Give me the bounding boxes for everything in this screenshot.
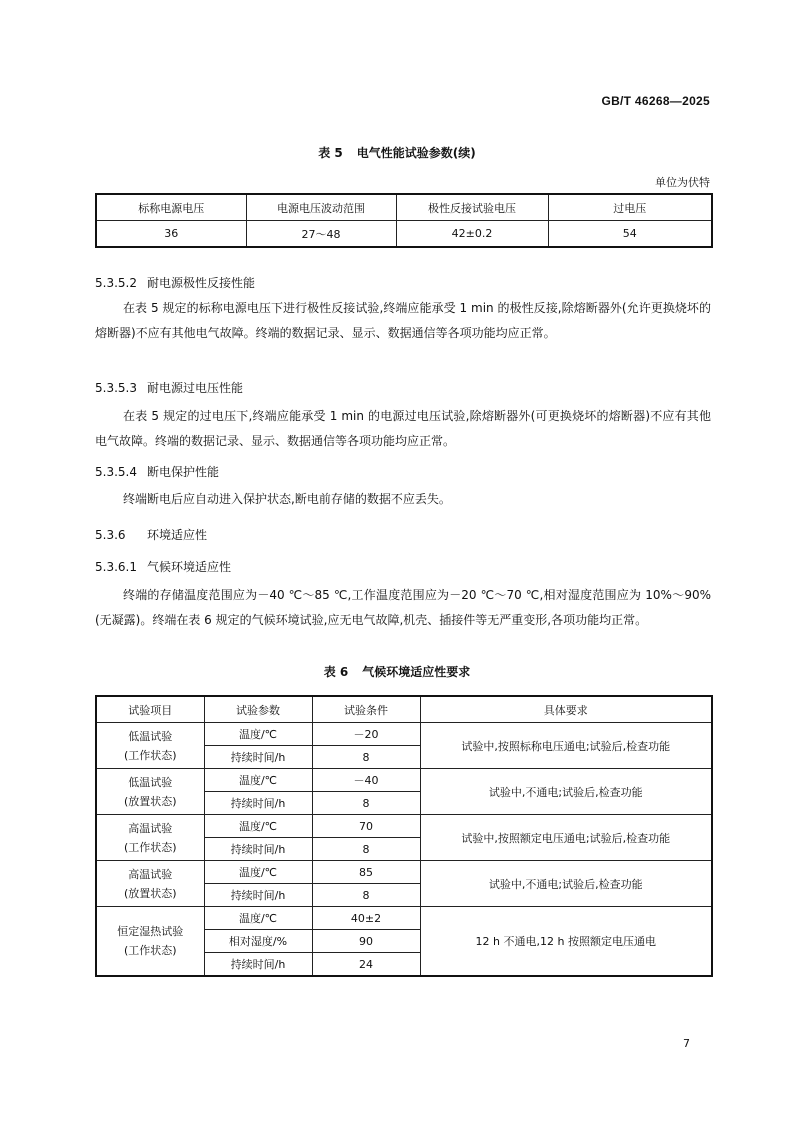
test-item-name: 低温试验 bbox=[128, 729, 173, 743]
test-item-name: 高温试验 bbox=[128, 867, 173, 881]
param-name-cell: 温度/℃ bbox=[204, 769, 312, 792]
test-item-state: (放置状态) bbox=[123, 886, 177, 900]
section-paragraph: 终端断电后应自动进入保护状态,断电前存储的数据不应丢失。 bbox=[123, 492, 451, 506]
section-heading-5-3-5-3 bbox=[95, 379, 243, 396]
section-paragraph: 终端的存储温度范围应为－40 ℃～85 ℃,工作温度范围应为－20 ℃～70 ℃,相对湿度范围应为 10%～90%(无凝露)。终端在表 6 规定的气候环境试验,应无电气故障,机壳、插接件等无严重变形,各项功能均正常。 bbox=[95, 588, 711, 627]
section-title: 环境适应性 bbox=[147, 528, 208, 542]
param-name-cell: 温度/℃ bbox=[204, 907, 312, 930]
table-header-cell: 电源电压波动范围 bbox=[246, 194, 396, 221]
table6-caption bbox=[0, 663, 794, 680]
table-header-cell: 过电压 bbox=[548, 194, 712, 221]
test-item-cell bbox=[96, 769, 204, 815]
test-item-name: 高温试验 bbox=[128, 821, 173, 835]
section-number: 5.3.6 bbox=[95, 528, 126, 542]
table-row bbox=[96, 907, 712, 930]
table5-caption-number: 表 5 bbox=[318, 146, 343, 160]
param-value-cell: 8 bbox=[312, 792, 420, 815]
param-value-cell: 24 bbox=[312, 953, 420, 977]
table5 bbox=[95, 193, 713, 248]
param-value-cell: 8 bbox=[312, 746, 420, 769]
table-row bbox=[96, 221, 712, 248]
section-heading-5-3-5-2 bbox=[95, 274, 255, 291]
param-value-cell: 40±2 bbox=[312, 907, 420, 930]
section-heading-5-3-6-1 bbox=[95, 558, 231, 575]
section-title: 耐电源极性反接性能 bbox=[147, 276, 256, 290]
table5-caption-title: 电气性能试验参数(续) bbox=[356, 146, 476, 160]
section-heading-5-3-6 bbox=[95, 526, 207, 543]
table-header-row bbox=[96, 194, 712, 221]
param-name-cell: 持续时间/h bbox=[204, 792, 312, 815]
param-value-cell: 90 bbox=[312, 930, 420, 953]
table-row bbox=[96, 723, 712, 746]
section-paragraph: 在表 5 规定的过电压下,终端应能承受 1 min 的电源过电压试验,除熔断器外(可更换烧坏的熔断器)不应有其他电气故障。终端的数据记录、显示、数据通信等各项功能均应正常。 bbox=[95, 409, 711, 448]
page-number: 7 bbox=[683, 1037, 690, 1050]
param-value-cell: 70 bbox=[312, 815, 420, 838]
table-header-cell: 试验条件 bbox=[312, 696, 420, 723]
section-title: 断电保护性能 bbox=[147, 465, 220, 479]
section-number: 5.3.6.1 bbox=[95, 560, 137, 574]
table6-caption-title: 气候环境适应性要求 bbox=[362, 665, 471, 679]
section-title: 气候环境适应性 bbox=[147, 560, 232, 574]
section-heading-5-3-5-4 bbox=[95, 463, 219, 480]
param-name-cell: 温度/℃ bbox=[204, 861, 312, 884]
param-value-cell: 8 bbox=[312, 838, 420, 861]
table-header-cell: 试验项目 bbox=[96, 696, 204, 723]
test-item-cell bbox=[96, 907, 204, 977]
test-item-cell bbox=[96, 815, 204, 861]
test-item-state: (工作状态) bbox=[123, 748, 177, 762]
param-name-cell: 持续时间/h bbox=[204, 746, 312, 769]
table-row bbox=[96, 769, 712, 792]
requirement-cell: 试验中,按照标称电压通电;试验后,检查功能 bbox=[420, 723, 712, 769]
test-item-state: (工作状态) bbox=[123, 944, 177, 957]
table-header-cell: 极性反接试验电压 bbox=[396, 194, 548, 221]
table6 bbox=[95, 695, 713, 977]
section-number: 5.3.5.4 bbox=[95, 465, 137, 479]
param-name-cell: 温度/℃ bbox=[204, 815, 312, 838]
section-title: 耐电源过电压性能 bbox=[147, 381, 244, 395]
table-header-row bbox=[96, 696, 712, 723]
requirement-cell: 12 h 不通电,12 h 按照额定电压通电 bbox=[420, 907, 712, 977]
table5-caption bbox=[0, 144, 794, 161]
table-row bbox=[96, 861, 712, 884]
test-item-name: 恒定湿热试验 bbox=[117, 925, 184, 938]
test-item-name: 低温试验 bbox=[128, 775, 173, 789]
param-name-cell: 持续时间/h bbox=[204, 884, 312, 907]
requirement-cell: 试验中,不通电;试验后,检查功能 bbox=[420, 769, 712, 815]
table-cell: 27～48 bbox=[246, 221, 396, 248]
test-item-cell bbox=[96, 723, 204, 769]
param-name-cell: 温度/℃ bbox=[204, 723, 312, 746]
requirement-cell: 试验中,不通电;试验后,检查功能 bbox=[420, 861, 712, 907]
standard-number: GB/T 46268—2025 bbox=[601, 94, 710, 108]
table-header-cell: 具体要求 bbox=[420, 696, 712, 723]
param-value-cell: －20 bbox=[312, 723, 420, 746]
param-value-cell: 8 bbox=[312, 884, 420, 907]
table-cell: 36 bbox=[96, 221, 246, 248]
table-cell: 42±0.2 bbox=[396, 221, 548, 248]
test-item-cell bbox=[96, 861, 204, 907]
requirement-cell: 试验中,按照额定电压通电;试验后,检查功能 bbox=[420, 815, 712, 861]
section-paragraph: 在表 5 规定的标称电源电压下进行极性反接试验,终端应能承受 1 min 的极性反接,除熔断器外(允许更换烧坏的熔断器)不应有其他电气故障。终端的数据记录、显示、数据通信等各项功能均应正常。 bbox=[95, 301, 711, 340]
table-cell: 54 bbox=[548, 221, 712, 248]
param-name-cell: 持续时间/h bbox=[204, 953, 312, 977]
table6-caption-number: 表 6 bbox=[323, 665, 349, 679]
test-item-state: (工作状态) bbox=[123, 840, 177, 854]
table5-unit-note: 单位为伏特 bbox=[655, 176, 710, 189]
param-value-cell: 85 bbox=[312, 861, 420, 884]
param-value-cell: －40 bbox=[312, 769, 420, 792]
table-header-cell: 试验参数 bbox=[204, 696, 312, 723]
param-name-cell: 持续时间/h bbox=[204, 838, 312, 861]
param-name-cell: 相对湿度/% bbox=[204, 930, 312, 953]
test-item-state: (放置状态) bbox=[123, 794, 177, 808]
section-number: 5.3.5.3 bbox=[95, 381, 137, 395]
table-row bbox=[96, 815, 712, 838]
section-number: 5.3.5.2 bbox=[95, 276, 137, 290]
table-header-cell: 标称电源电压 bbox=[96, 194, 246, 221]
